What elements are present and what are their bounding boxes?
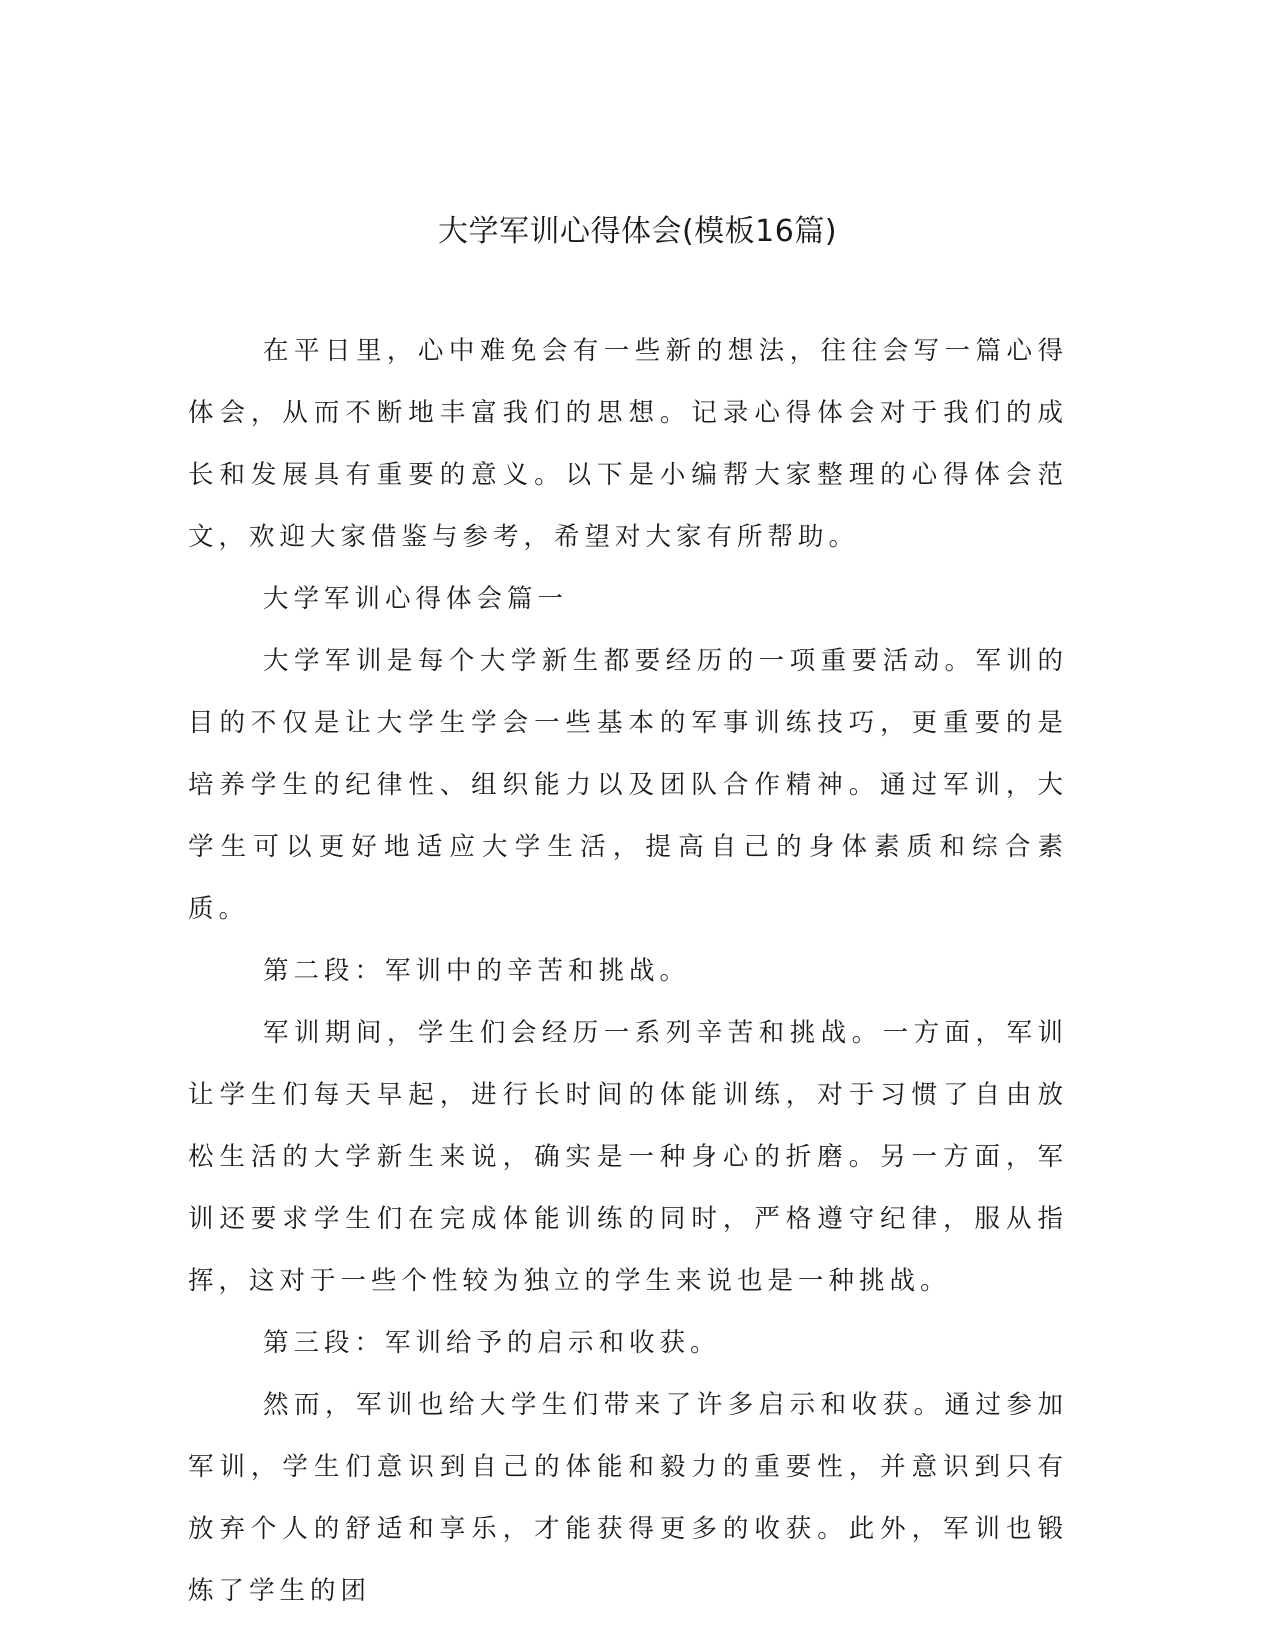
body-paragraph: 大学军训是每个大学新生都要经历的一项重要活动。军训的目的不仅是让大学生学会一些基本的军事训练技巧，更重要的是培养学生的纪律性、组织能力以及团队合作精神。通过军训，大学生可以更好地适应大学生活，提高自己的身体素质和综合素质。 <box>188 646 1068 924</box>
body-paragraph: 然而，军训也给大学生们带来了许多启示和收获。通过参加军训，学生们意识到自己的体能和毅力的重要性，并意识到只有放弃个人的舒适和享乐，才能获得更多的收获。此外，军训也锻炼了学生的团 <box>188 1390 1068 1606</box>
section-heading-part-one: 大学军训心得体会篇一 <box>263 584 569 614</box>
intro-paragraph: 在平日里，心中难免会有一些新的想法，往往会写一篇心得体会，从而不断地丰富我们的思想。记录心得体会对于我们的成长和发展具有重要的意义。以下是小编帮大家整理的心得体会范文，欢迎大家借鉴与参考，希望对大家有所帮助。 <box>188 336 1068 552</box>
section-heading-paragraph-two: 第二段：军训中的辛苦和挑战。 <box>263 956 691 986</box>
section-heading-paragraph-three: 第三段：军训给予的启示和收获。 <box>263 1328 721 1358</box>
document-title: 大学军训心得体会(模板16篇) <box>437 214 838 249</box>
document-body <box>188 320 1068 1622</box>
body-paragraph: 军训期间，学生们会经历一系列辛苦和挑战。一方面，军训让学生们每天早起，进行长时间的体能训练，对于习惯了自由放松生活的大学新生来说，确实是一种身心的折磨。另一方面，军训还要求学生们在完成体能训练的同时，严格遵守纪律，服从指挥，这对于一些个性较为独立的学生来说也是一种挑战。 <box>188 1018 1068 1296</box>
